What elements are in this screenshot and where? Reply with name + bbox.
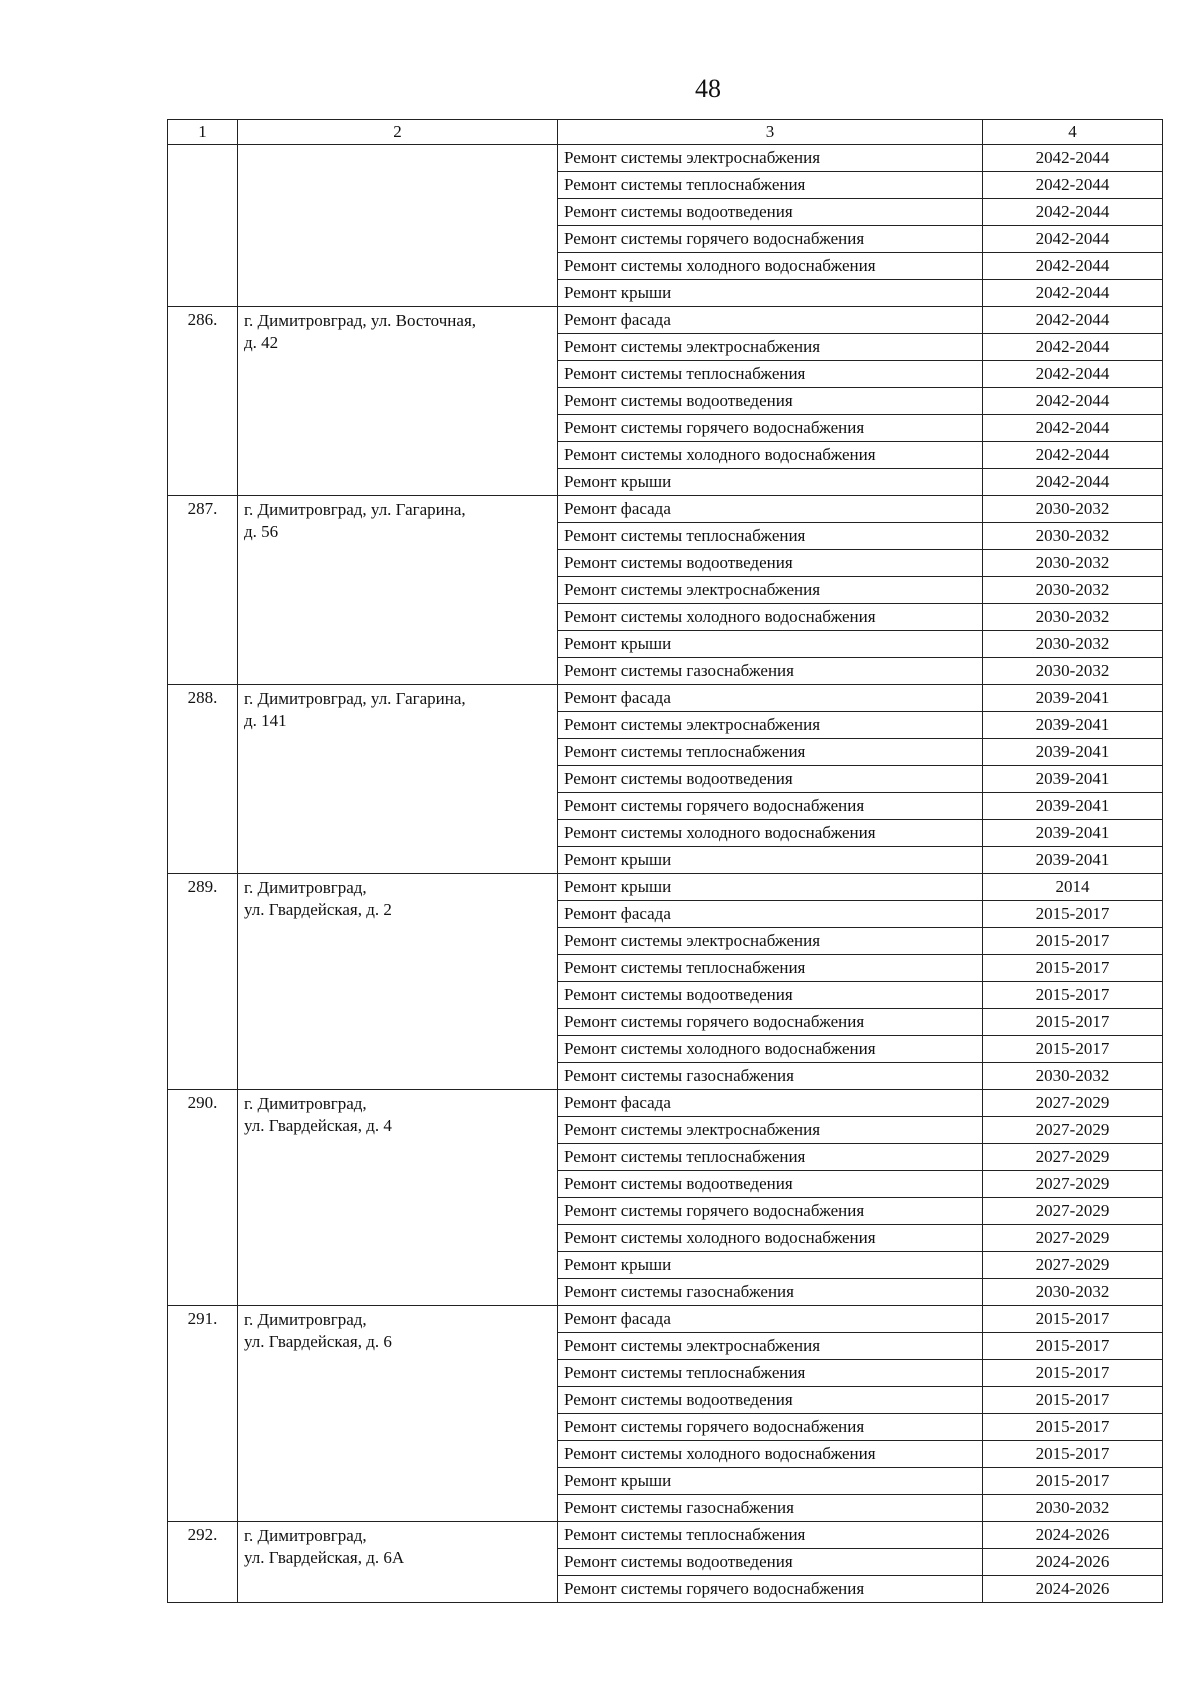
work-type-cell: Ремонт системы водоотведения [558,1171,983,1198]
work-type-cell: Ремонт фасада [558,685,983,712]
period-cell: 2039-2041 [983,793,1163,820]
work-type-cell: Ремонт системы газоснабжения [558,1495,983,1522]
address-line: д. 42 [244,333,279,352]
period-cell: 2042-2044 [983,469,1163,496]
work-type-cell: Ремонт фасада [558,496,983,523]
work-type-cell: Ремонт крыши [558,280,983,307]
address-cell [238,496,558,685]
period-cell: 2015-2017 [983,928,1163,955]
work-type-cell: Ремонт системы водоотведения [558,766,983,793]
address-line: г. Димитровград, ул. Гагарина, [244,500,466,519]
item-number: 288. [168,685,238,874]
work-type-cell: Ремонт системы водоотведения [558,1549,983,1576]
work-type-cell: Ремонт системы теплоснабжения [558,739,983,766]
period-cell: 2042-2044 [983,415,1163,442]
table-body [168,120,1163,1603]
period-cell: 2042-2044 [983,334,1163,361]
work-type-cell: Ремонт крыши [558,631,983,658]
period-cell: 2039-2041 [983,685,1163,712]
period-cell: 2015-2017 [983,1414,1163,1441]
item-number: 290. [168,1090,238,1306]
address-line: ул. Гвардейская, д. 4 [244,1116,392,1135]
header-col-4: 4 [983,120,1163,145]
address-cell [238,307,558,496]
work-type-cell: Ремонт системы теплоснабжения [558,1522,983,1549]
work-type-cell: Ремонт системы холодного водоснабжения [558,1036,983,1063]
work-type-cell: Ремонт системы горячего водоснабжения [558,226,983,253]
work-type-cell: Ремонт крыши [558,469,983,496]
period-cell: 2014 [983,874,1163,901]
work-type-cell: Ремонт системы холодного водоснабжения [558,1441,983,1468]
period-cell: 2042-2044 [983,361,1163,388]
work-type-cell: Ремонт системы теплоснабжения [558,172,983,199]
period-cell: 2030-2032 [983,604,1163,631]
work-type-cell: Ремонт системы электроснабжения [558,928,983,955]
period-cell: 2024-2026 [983,1549,1163,1576]
period-cell: 2027-2029 [983,1225,1163,1252]
address-line: ул. Гвардейская, д. 6А [244,1548,405,1567]
repair-schedule-table [167,119,1163,1603]
work-type-cell: Ремонт системы электроснабжения [558,1333,983,1360]
work-type-cell: Ремонт системы электроснабжения [558,1117,983,1144]
period-cell: 2015-2017 [983,1333,1163,1360]
address-line: г. Димитровград, ул. Восточная, [244,311,477,330]
work-type-cell: Ремонт системы водоотведения [558,388,983,415]
work-type-cell: Ремонт системы горячего водоснабжения [558,1009,983,1036]
period-cell: 2015-2017 [983,1441,1163,1468]
period-cell: 2039-2041 [983,820,1163,847]
item-number: 292. [168,1522,238,1603]
period-cell: 2024-2026 [983,1522,1163,1549]
address-line: г. Димитровград, [244,1310,367,1329]
period-cell: 2030-2032 [983,550,1163,577]
period-cell: 2030-2032 [983,1063,1163,1090]
address-line: г. Димитровград, [244,878,367,897]
period-cell: 2027-2029 [983,1090,1163,1117]
work-type-cell: Ремонт системы газоснабжения [558,1063,983,1090]
work-type-cell: Ремонт системы горячего водоснабжения [558,1414,983,1441]
period-cell: 2042-2044 [983,226,1163,253]
work-type-cell: Ремонт крыши [558,1252,983,1279]
period-cell: 2027-2029 [983,1252,1163,1279]
period-cell: 2015-2017 [983,1009,1163,1036]
period-cell: 2024-2026 [983,1576,1163,1603]
work-type-cell: Ремонт фасада [558,307,983,334]
address-cell [238,1090,558,1306]
work-type-cell: Ремонт системы теплоснабжения [558,1144,983,1171]
work-type-cell: Ремонт системы холодного водоснабжения [558,604,983,631]
work-type-cell: Ремонт системы теплоснабжения [558,1360,983,1387]
table-row [168,1522,1163,1549]
work-type-cell: Ремонт системы электроснабжения [558,577,983,604]
work-type-cell: Ремонт системы водоотведения [558,982,983,1009]
period-cell: 2015-2017 [983,1387,1163,1414]
period-cell: 2030-2032 [983,577,1163,604]
period-cell: 2039-2041 [983,739,1163,766]
header-col-2: 2 [238,120,558,145]
work-type-cell: Ремонт системы теплоснабжения [558,955,983,982]
work-type-cell: Ремонт системы водоотведения [558,550,983,577]
work-type-cell: Ремонт фасада [558,1306,983,1333]
period-cell: 2042-2044 [983,145,1163,172]
address-line: г. Димитровград, [244,1526,367,1545]
period-cell: 2039-2041 [983,766,1163,793]
header-col-3: 3 [558,120,983,145]
period-cell: 2030-2032 [983,1495,1163,1522]
item-number: 291. [168,1306,238,1522]
period-cell: 2027-2029 [983,1117,1163,1144]
period-cell: 2015-2017 [983,955,1163,982]
table-row [168,685,1163,712]
period-cell: 2015-2017 [983,1036,1163,1063]
period-cell: 2015-2017 [983,1306,1163,1333]
work-type-cell: Ремонт системы холодного водоснабжения [558,820,983,847]
work-type-cell: Ремонт системы теплоснабжения [558,523,983,550]
address-line: ул. Гвардейская, д. 6 [244,1332,392,1351]
item-number: 287. [168,496,238,685]
period-cell: 2042-2044 [983,199,1163,226]
table-row [168,1306,1163,1333]
work-type-cell: Ремонт системы электроснабжения [558,145,983,172]
address-cell [238,685,558,874]
address-line: г. Димитровград, [244,1094,367,1113]
address-line: ул. Гвардейская, д. 2 [244,900,392,919]
work-type-cell: Ремонт крыши [558,1468,983,1495]
work-type-cell: Ремонт системы электроснабжения [558,334,983,361]
period-cell: 2015-2017 [983,1360,1163,1387]
table-row [168,145,1163,172]
period-cell: 2039-2041 [983,712,1163,739]
header-row [168,120,1163,145]
work-type-cell: Ремонт системы холодного водоснабжения [558,442,983,469]
item-number: 286. [168,307,238,496]
period-cell: 2030-2032 [983,631,1163,658]
period-cell: 2030-2032 [983,523,1163,550]
address-line: г. Димитровград, ул. Гагарина, [244,689,466,708]
work-type-cell: Ремонт системы холодного водоснабжения [558,1225,983,1252]
period-cell: 2027-2029 [983,1144,1163,1171]
header-col-1: 1 [168,120,238,145]
period-cell: 2030-2032 [983,496,1163,523]
work-type-cell: Ремонт системы газоснабжения [558,658,983,685]
period-cell: 2027-2029 [983,1171,1163,1198]
table-row [168,1090,1163,1117]
table-row [168,307,1163,334]
period-cell: 2042-2044 [983,253,1163,280]
period-cell: 2015-2017 [983,1468,1163,1495]
address-cell [238,145,558,307]
period-cell: 2042-2044 [983,307,1163,334]
period-cell: 2027-2029 [983,1198,1163,1225]
work-type-cell: Ремонт фасада [558,1090,983,1117]
address-line: д. 56 [244,522,279,541]
period-cell: 2015-2017 [983,901,1163,928]
period-cell: 2015-2017 [983,982,1163,1009]
period-cell: 2042-2044 [983,280,1163,307]
period-cell: 2042-2044 [983,388,1163,415]
work-type-cell: Ремонт системы водоотведения [558,1387,983,1414]
period-cell: 2042-2044 [983,442,1163,469]
work-type-cell: Ремонт системы теплоснабжения [558,361,983,388]
item-number [168,145,238,307]
work-type-cell: Ремонт фасада [558,901,983,928]
work-type-cell: Ремонт системы горячего водоснабжения [558,793,983,820]
item-number: 289. [168,874,238,1090]
address-line: д. 141 [244,711,287,730]
period-cell: 2030-2032 [983,658,1163,685]
work-type-cell: Ремонт крыши [558,847,983,874]
period-cell: 2039-2041 [983,847,1163,874]
work-type-cell: Ремонт системы горячего водоснабжения [558,415,983,442]
address-cell [238,1306,558,1522]
table-row [168,874,1163,901]
page-number: 48 [695,74,721,103]
work-type-cell: Ремонт системы холодного водоснабжения [558,253,983,280]
work-type-cell: Ремонт системы горячего водоснабжения [558,1198,983,1225]
address-cell [238,1522,558,1603]
work-type-cell: Ремонт системы газоснабжения [558,1279,983,1306]
period-cell: 2042-2044 [983,172,1163,199]
work-type-cell: Ремонт системы горячего водоснабжения [558,1576,983,1603]
table-row [168,496,1163,523]
work-type-cell: Ремонт системы водоотведения [558,199,983,226]
work-type-cell: Ремонт крыши [558,874,983,901]
address-cell [238,874,558,1090]
period-cell: 2030-2032 [983,1279,1163,1306]
work-type-cell: Ремонт системы электроснабжения [558,712,983,739]
